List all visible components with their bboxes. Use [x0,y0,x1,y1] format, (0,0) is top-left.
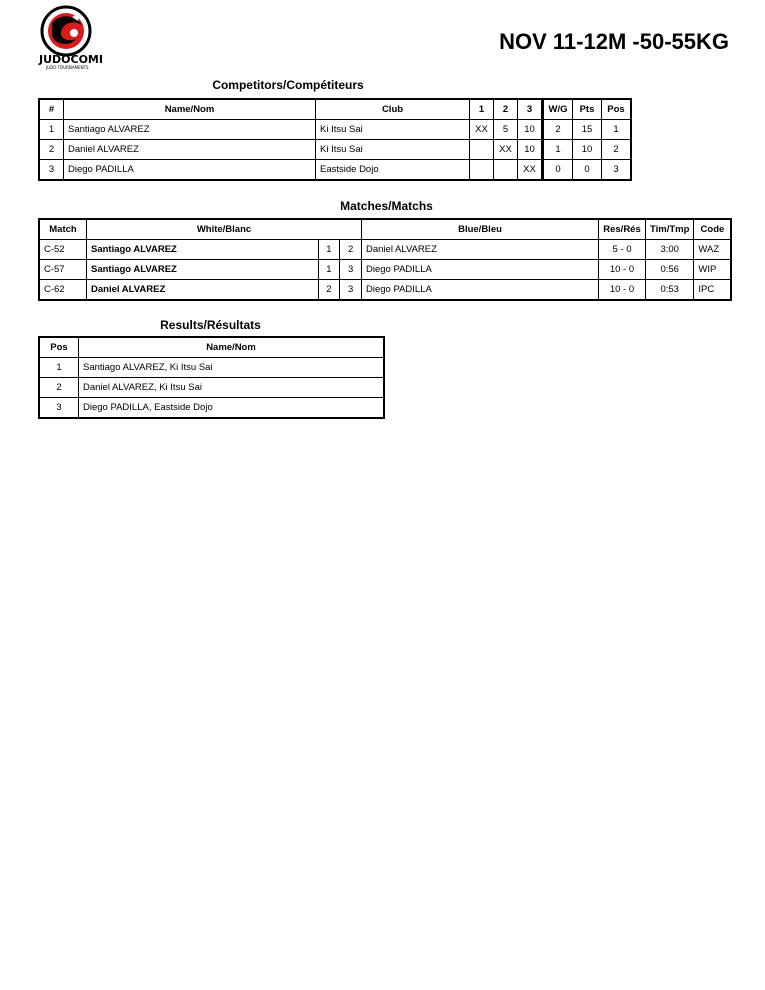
cell-white: Santiago ALVAREZ [87,260,319,280]
table-row [39,140,631,160]
table-row [39,378,384,398]
cell-name: Diego PADILLA [64,160,316,181]
cell-pts: 10 [573,140,602,160]
cell-r1: XX [470,120,494,140]
cell-time: 3:00 [646,240,694,260]
col-pos: Pos [39,337,79,358]
cell-blue-num: 3 [340,260,362,280]
col-name: Name/Nom [79,337,385,358]
cell-match: C-57 [39,260,87,280]
cell-r3: XX [518,160,543,181]
cell-white: Santiago ALVAREZ [87,240,319,260]
cell-name: Daniel ALVAREZ [64,140,316,160]
cell-pos: 2 [39,378,79,398]
col-match: Match [39,219,87,240]
table-row [39,260,731,280]
cell-wg: 0 [543,160,573,181]
cell-pos: 3 [39,398,79,419]
table-row [39,398,384,419]
col-num: # [39,99,64,120]
competitors-title: Competitors/Compétiteurs [212,78,364,92]
cell-r3: 10 [518,140,543,160]
col-round-2: 2 [494,99,518,120]
cell-result: 5 - 0 [599,240,646,260]
cell-white: Daniel ALVAREZ [87,280,319,301]
col-round-3: 3 [518,99,543,120]
cell-white-num: 2 [318,280,340,301]
competitors-table [38,98,632,181]
cell-pos: 1 [39,358,79,378]
table-row [39,280,731,301]
cell-name: Santiago ALVAREZ [64,120,316,140]
table-row [39,240,731,260]
cell-blue-num: 2 [340,240,362,260]
cell-r2: XX [494,140,518,160]
cell-club: Ki Itsu Sai [316,120,470,140]
cell-r1 [470,160,494,181]
cell-r2 [494,160,518,181]
cell-result: 10 - 0 [599,280,646,301]
logo-wordmark: JUDOCOMP [39,53,102,66]
cell-code: WIP [694,260,732,280]
cell-num: 3 [39,160,64,181]
logo-subtext: JUDO TOURNAMENTS [46,65,89,70]
col-code: Code [694,219,732,240]
judocomp-logo [36,3,102,71]
cell-club: Ki Itsu Sai [316,140,470,160]
col-round-1: 1 [470,99,494,120]
cell-match: C-62 [39,280,87,301]
cell-pos: 3 [602,160,632,181]
table-row [39,160,631,181]
event-title: NOV 11-12M -50-55KG [499,29,729,54]
col-result: Res/Rés [599,219,646,240]
col-name: Name/Nom [64,99,316,120]
results-table [38,336,385,419]
table-row [39,120,631,140]
cell-white-num: 1 [318,260,340,280]
cell-pos: 1 [602,120,632,140]
cell-wg: 2 [543,120,573,140]
cell-time: 0:53 [646,280,694,301]
cell-name: Diego PADILLA, Eastside Dojo [79,398,385,419]
cell-r2: 5 [494,120,518,140]
cell-pts: 0 [573,160,602,181]
cell-blue-num: 3 [340,280,362,301]
cell-result: 10 - 0 [599,260,646,280]
cell-match: C-52 [39,240,87,260]
col-blue: Blue/Bleu [362,219,599,240]
cell-wg: 1 [543,140,573,160]
table-row [39,358,384,378]
cell-r3: 10 [518,120,543,140]
cell-blue: Diego PADILLA [362,280,599,301]
col-pos: Pos [602,99,632,120]
cell-blue: Daniel ALVAREZ [362,240,599,260]
cell-code: IPC [694,280,732,301]
col-club: Club [316,99,470,120]
col-time: Tim/Tmp [646,219,694,240]
cell-club: Eastside Dojo [316,160,470,181]
cell-num: 1 [39,120,64,140]
cell-pos: 2 [602,140,632,160]
cell-num: 2 [39,140,64,160]
cell-blue: Diego PADILLA [362,260,599,280]
cell-name: Daniel ALVAREZ, Ki Itsu Sai [79,378,385,398]
results-title: Results/Résultats [160,318,261,332]
matches-table [38,218,732,301]
col-white: White/Blanc [87,219,362,240]
col-pts: Pts [573,99,602,120]
cell-pts: 15 [573,120,602,140]
cell-code: WAZ [694,240,732,260]
cell-r1 [470,140,494,160]
col-wg: W/G [543,99,573,120]
matches-title: Matches/Matchs [340,199,433,213]
cell-time: 0:56 [646,260,694,280]
cell-name: Santiago ALVAREZ, Ki Itsu Sai [79,358,385,378]
cell-white-num: 1 [318,240,340,260]
